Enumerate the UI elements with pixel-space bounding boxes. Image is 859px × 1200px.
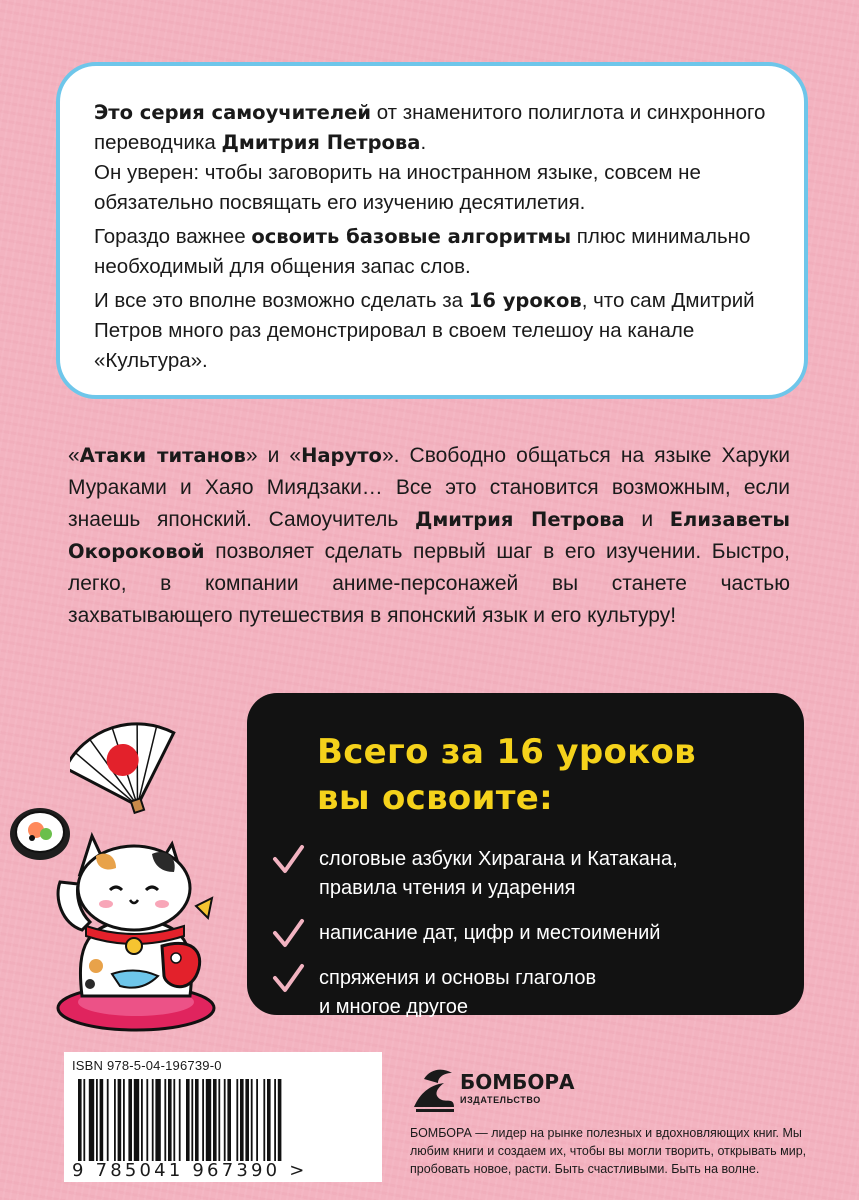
list-item (317, 964, 774, 1022)
intro-text: Гораздо важнее (94, 225, 252, 248)
barcode-bar (100, 1079, 104, 1161)
intro-text: , что сам Дмитрий Петров много раз демонстрировал в своем телешоу на канале «Культура». (94, 289, 755, 372)
barcode-bar (251, 1079, 253, 1161)
desc-bold-naruto: Наруто (301, 444, 382, 467)
quote-mark: » (245, 444, 258, 467)
list-item-text: спряжения и основы глаголов (319, 967, 597, 989)
barcode-bar (240, 1079, 244, 1161)
intro-text: Он уверен: чтобы заговорить на иностранном языке, совсем не обязательно посвящать его изучению десятилетия. (94, 161, 701, 214)
list-item-text: написание дат, цифр и местоимений (319, 922, 661, 944)
desc-text: и (257, 444, 290, 467)
check-icon (271, 917, 305, 951)
intro-paragraph-3 (94, 286, 774, 376)
barcode-bar (152, 1079, 154, 1161)
barcode-bar (114, 1079, 116, 1161)
desc-bold-petrov: Дмитрия Петрова (415, 508, 625, 531)
list-item (317, 845, 774, 903)
barcode-bar (118, 1079, 122, 1161)
barcode-bar (274, 1079, 276, 1161)
barcode-digits: 9 785041 967390 > (72, 1160, 308, 1181)
barcode-bar (278, 1079, 282, 1161)
barcode-bar (256, 1079, 258, 1161)
barcode-bar (179, 1079, 181, 1161)
isbn-block (64, 1052, 382, 1182)
desc-bold-attack-titans: Атаки титанов (79, 444, 246, 467)
list-item-text: правила чтения и ударения (319, 877, 576, 899)
barcode-bar (195, 1079, 199, 1161)
barcode-bar (83, 1079, 85, 1161)
maneki-neko-icon (46, 826, 232, 1032)
barcode-bar (213, 1079, 217, 1161)
list-item (317, 919, 774, 948)
barcode-bar (267, 1079, 271, 1161)
intro-text: от знаменитого полиглота и синхронного переводчика (94, 101, 766, 154)
list-item-text: слоговые азбуки Хирагана и Катакана, (319, 848, 678, 870)
barcode-bar (224, 1079, 226, 1161)
barcode-bar (146, 1079, 148, 1161)
barcode-bar (123, 1079, 125, 1161)
highlights-title-line: вы освоите: (317, 778, 553, 818)
barcode-bar (173, 1079, 175, 1161)
barcode (72, 1079, 372, 1161)
list-item-text: и многое другое (319, 996, 468, 1018)
barcode-bar (78, 1079, 82, 1161)
check-icon (271, 843, 305, 877)
desc-bold-okorokova: Елизаветы Окороковой (68, 508, 790, 563)
barcode-bar (218, 1079, 220, 1161)
intro-text: И все это вполне возможно сделать за (94, 289, 469, 312)
barcode-bar (141, 1079, 143, 1161)
intro-bold-lessons: 16 уроков (468, 289, 582, 312)
highlights-box (247, 693, 804, 1018)
quote-mark: « (289, 444, 302, 467)
intro-bold-series: Это серия самоучителей (94, 101, 372, 124)
barcode-bar (128, 1079, 132, 1161)
desc-text: ». Свободно общаться на языке Харуки Мураками и Хаяо Миядзаки… Все это становится возможным, если знаешь японский. Самоучитель (68, 444, 791, 531)
intro-paragraph-2 (94, 222, 774, 282)
highlights-list (317, 845, 774, 1022)
intro-paragraph-1 (94, 98, 774, 218)
desc-text: позволяет сделать первый шаг в его изучении. Быстро, легко, в компании аниме-персонажей вы станете частью захватывающего путешествия в японский язык и его культуру! (68, 540, 790, 627)
intro-box (56, 62, 808, 399)
barcode-bar (134, 1079, 139, 1161)
quote-mark: « (68, 444, 80, 467)
barcode-bar (206, 1079, 211, 1161)
desc-text: и (624, 508, 670, 531)
barcode-bar (107, 1079, 109, 1161)
description-paragraph (68, 440, 790, 632)
barcode-bar (245, 1079, 249, 1161)
publisher-name: БОМБОРА (460, 1070, 575, 1094)
intro-bold-author: Дмитрия Петрова (221, 131, 421, 154)
highlights-title (317, 729, 774, 821)
japanese-fan-icon (70, 718, 200, 818)
barcode-bar (168, 1079, 172, 1161)
barcode-bar (164, 1079, 166, 1161)
barcode-bar (186, 1079, 190, 1161)
publisher-slogan: БОМБОРА — лидер на рынке полезных и вдохновляющих книг. Мы любим книги и создаем их, чтобы вы могли творить, открывать мир, пробовать новое, расти. Быть счастливыми. Быть на волне. (410, 1126, 807, 1176)
intro-text: плюс минимально необходимый для общения запас слов. (94, 225, 751, 278)
isbn-label: ISBN 978-5-04-196739-0 (72, 1058, 222, 1073)
barcode-bar (191, 1079, 193, 1161)
intro-text: . (420, 131, 427, 154)
check-icon (271, 962, 305, 996)
publisher-subtitle: ИЗДАТЕЛЬСТВО (460, 1095, 541, 1105)
barcode-bar (227, 1079, 231, 1161)
barcode-bar (236, 1079, 238, 1161)
barcode-bar (155, 1079, 160, 1161)
barcode-bar (263, 1079, 265, 1161)
barcode-bar (202, 1079, 204, 1161)
highlights-title-line: Всего за 16 уроков (317, 732, 696, 772)
barcode-bar (96, 1079, 98, 1161)
intro-bold-algorithms: освоить базовые алгоритмы (251, 225, 572, 248)
barcode-bar (89, 1079, 94, 1161)
